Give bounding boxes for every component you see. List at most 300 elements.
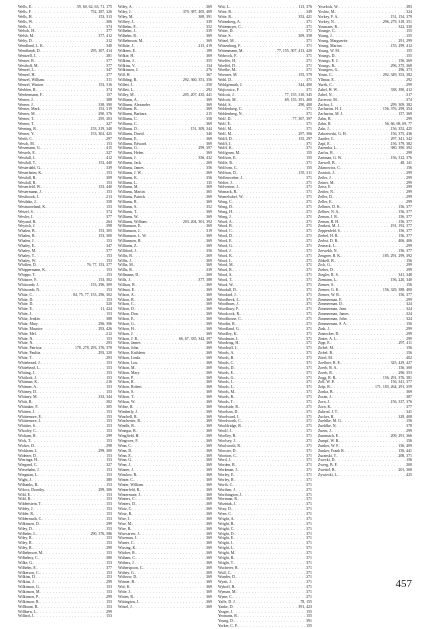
entry-name: Werner, Y. xyxy=(18,131,35,136)
entry-pages: 353, 421 xyxy=(298,14,312,19)
entry-name: Zeman, R. H. xyxy=(318,219,340,224)
entry-pages: 309, 358 xyxy=(298,34,312,39)
entry-pages: 369 xyxy=(206,565,212,570)
entry-pages: 209, 291, 366 xyxy=(390,434,412,438)
entry-name: Weyrich, J. xyxy=(18,224,36,229)
entry-pages: 371 xyxy=(306,78,312,83)
entry-name: Woods, A. xyxy=(218,351,235,356)
entry-pages: 299 xyxy=(406,243,412,248)
entry-name: Werner, Mark xyxy=(18,107,40,112)
entry-pages: 276 xyxy=(206,68,212,73)
entry-name: Wilkinson, M. xyxy=(18,590,41,594)
entry-name: Yount, C. xyxy=(318,73,333,78)
entry-pages: 371 xyxy=(306,126,312,131)
entry-pages: 113, 376 xyxy=(298,5,312,9)
entry-pages: 216 xyxy=(106,380,112,385)
entry-name: Witzel, J. xyxy=(118,604,133,609)
entry-pages: 320 xyxy=(106,302,112,307)
entry-pages: 371 xyxy=(306,404,312,409)
entry-pages: 296, 353 xyxy=(398,370,412,375)
entry-pages: 153 xyxy=(106,204,112,209)
entry-name: Whitney, D. xyxy=(18,390,37,395)
index-entry xyxy=(218,624,312,629)
entry-pages: 369 xyxy=(206,170,212,175)
entry-name: Zerwekh, N. xyxy=(318,248,338,253)
entry-name: Winter, C. xyxy=(118,477,135,482)
entry-name: Wenzel, William xyxy=(18,78,45,83)
entry-pages: 153 xyxy=(106,360,112,365)
entry-pages: 324 xyxy=(406,302,412,307)
entry-pages: 369 xyxy=(206,307,212,312)
entry-pages: 347 xyxy=(106,68,112,73)
entry-name: Wright, M. xyxy=(218,551,236,555)
entry-pages: 378 xyxy=(406,424,412,429)
entry-name: Wick, T. xyxy=(18,438,32,443)
entry-name: Wilson, S. xyxy=(118,390,135,395)
entry-pages: 324 xyxy=(406,312,412,317)
entry-pages: 371 xyxy=(306,477,312,482)
entry-name: Young, W. M. xyxy=(318,48,340,53)
entry-pages: 338, 390, 412 xyxy=(390,87,412,92)
entry-name: Zaremba, L. xyxy=(318,146,338,151)
entry-name: Witte, R. xyxy=(218,9,232,14)
entry-pages: 355 xyxy=(206,58,212,63)
entry-pages: 299 xyxy=(106,609,112,614)
entry-name: Williams, Helen xyxy=(118,151,144,156)
entry-pages: 371 xyxy=(306,570,312,575)
entry-pages: 208, 371 xyxy=(398,453,412,458)
entry-name: Wilhelmy, C. xyxy=(18,555,39,560)
entry-pages: 215 xyxy=(206,112,212,117)
entry-name: Worthen, J. xyxy=(218,487,236,492)
entry-pages: 369 xyxy=(206,555,212,560)
index-columns xyxy=(18,5,412,629)
entry-name: Williams, D. xyxy=(118,126,138,131)
entry-pages: 135 xyxy=(206,180,212,185)
entry-pages: 156, 377 xyxy=(398,209,412,214)
entry-pages: 371 xyxy=(306,224,312,229)
entry-name: Wilkins, V. xyxy=(118,63,136,68)
entry-name: Wise, M. xyxy=(118,521,133,526)
entry-pages: 299 xyxy=(106,594,112,599)
entry-name: Woelfel, D. xyxy=(218,63,236,68)
entry-pages: 153 xyxy=(106,526,112,531)
entry-name: Werblen, R. xyxy=(18,87,37,92)
entry-pages: 371 xyxy=(306,516,312,521)
entry-pages: 153 xyxy=(106,560,112,565)
entry-name: Wood, T. xyxy=(218,278,233,282)
entry-pages: 134 xyxy=(206,63,212,68)
entry-name: Yorkey, F. A. xyxy=(318,14,339,19)
entry-name: Worden, R. xyxy=(218,463,236,468)
entry-name: Woods, B. xyxy=(218,356,235,360)
entry-name: Whittemore, E. xyxy=(18,414,42,419)
entry-name: Zwettel, R. xyxy=(318,468,336,473)
entry-pages: 327 xyxy=(106,463,112,468)
entry-name: Whalen, R. xyxy=(18,234,36,239)
entry-pages: 153, 296, 309 xyxy=(90,282,112,287)
entry-pages: 299 xyxy=(406,268,412,273)
entry-pages: 369 xyxy=(206,365,212,370)
entry-pages: 371 xyxy=(306,594,312,599)
entry-pages: 356 xyxy=(206,165,212,170)
entry-pages: 371 xyxy=(306,326,312,331)
entry-pages: 377 xyxy=(106,63,112,68)
entry-name: Witmer, B. xyxy=(118,580,136,585)
entry-name: Wilhelmson, M. xyxy=(18,551,44,555)
entry-pages: 156 xyxy=(406,321,412,326)
entry-pages: 371 xyxy=(306,443,312,448)
entry-name: Wolf, D. xyxy=(218,117,232,122)
entry-name: Wenzel, Winton xyxy=(18,83,43,87)
entry-name: Wicker, D. xyxy=(18,443,35,448)
entry-pages: 371 xyxy=(306,468,312,473)
entry-pages: 369 xyxy=(206,590,212,594)
entry-pages: 371 xyxy=(306,429,312,434)
entry-pages: 340 xyxy=(206,131,212,136)
entry-pages: 377 xyxy=(106,248,112,253)
entry-pages: 369 xyxy=(206,502,212,507)
entry-name: Zinnecker, D. xyxy=(318,331,340,336)
entry-name: Wise, J. xyxy=(118,516,131,521)
entry-pages: 293 xyxy=(106,356,112,360)
entry-pages: 305 xyxy=(106,404,112,409)
entry-pages: 347 xyxy=(106,243,112,248)
entry-name: Whitt, R. xyxy=(18,399,33,404)
entry-pages: 412 xyxy=(106,156,112,161)
entry-pages: 369 xyxy=(206,404,212,409)
entry-name: Wilson, E. xyxy=(118,317,135,321)
index-entry xyxy=(318,473,412,478)
entry-name: Williams, J. xyxy=(118,156,137,161)
entry-name: Wessels, E. xyxy=(18,151,36,156)
entry-pages: 324 xyxy=(406,317,412,321)
entry-name: Witte, S. xyxy=(218,34,232,39)
entry-pages: 290, 376, 386 xyxy=(90,531,112,536)
entry-name: Williams, B. xyxy=(118,107,138,112)
entry-pages: 155 xyxy=(406,34,412,39)
entry-pages: 371 xyxy=(306,580,312,585)
entry-name: Wiegman, L. xyxy=(18,473,39,477)
entry-name: Wood, L. xyxy=(218,258,233,263)
entry-name: Yurek, C. xyxy=(318,83,333,87)
entry-name: Werner, T. xyxy=(18,122,35,126)
entry-pages: 156, 377 xyxy=(398,248,412,253)
entry-pages: 201, 368 xyxy=(398,468,412,473)
entry-name: Zwerg, B. F. xyxy=(318,463,338,468)
entry-name: Zacharias, H. J. xyxy=(318,107,343,112)
entry-name: Winn, C. xyxy=(118,443,133,448)
entry-name: Wild, R. xyxy=(18,497,32,502)
entry-pages: 371 xyxy=(306,161,312,165)
entry-name: Zucker, R. xyxy=(318,414,335,419)
entry-pages: 369 xyxy=(206,580,212,585)
entry-pages: 377 xyxy=(106,29,112,34)
entry-name: Wilkinson, D. xyxy=(18,521,40,526)
entry-pages: 153 xyxy=(106,141,112,146)
entry-pages: 156, 379, 382 xyxy=(390,141,412,146)
entry-pages: 369 xyxy=(206,458,212,463)
entry-pages: 371 xyxy=(306,209,312,214)
entry-name: Worley, R. xyxy=(218,477,235,482)
entry-name: Woodland, G. xyxy=(218,326,240,331)
entry-pages: 371 xyxy=(306,502,312,507)
entry-pages: 299 xyxy=(406,429,412,434)
entry-name: Witt, K. xyxy=(118,585,131,590)
entry-name: Yllmaz, E. xyxy=(318,78,335,83)
entry-pages: 178, 278, 293, 376, 378 xyxy=(75,346,112,351)
entry-pages: 371 xyxy=(306,424,312,429)
entry-name: Woods, G. xyxy=(218,375,235,380)
entry-name: Werth, C. xyxy=(18,136,33,141)
leader-dots xyxy=(338,473,406,478)
entry-name: Whitman, K. xyxy=(18,380,39,385)
entry-name: Wilmot, E. xyxy=(118,287,136,292)
entry-pages: 156, 352, 425 xyxy=(390,126,412,131)
entry-pages: 338, 390 xyxy=(98,102,112,107)
entry-name: Wiltse, R. xyxy=(118,404,134,409)
entry-pages: 369 xyxy=(206,239,212,243)
entry-pages: 380 xyxy=(106,477,112,482)
entry-pages: 156 xyxy=(406,438,412,443)
entry-name: Zipp, E. xyxy=(318,341,331,346)
entry-name: Wilson, C. xyxy=(118,302,135,307)
entry-name: Willey, M. xyxy=(118,92,135,97)
entry-name: Youmans, R. xyxy=(318,24,339,29)
entry-pages: 377 xyxy=(106,214,112,219)
entry-name: Wilson, M. xyxy=(118,365,136,370)
entry-name: Womack, R. xyxy=(218,190,238,195)
entry-pages: 369 xyxy=(206,463,212,468)
entry-name: Will, H. xyxy=(118,73,131,78)
entry-name: Yorker, C. F. xyxy=(218,624,238,629)
entry-name: Williams, Jack xyxy=(118,161,141,165)
entry-name: Wells, H. xyxy=(18,14,33,19)
entry-pages: 371 xyxy=(306,263,312,268)
entry-pages: 371 xyxy=(306,112,312,117)
entry-name: Zimmerman, James xyxy=(318,312,349,317)
entry-name: Zimmerman, D. xyxy=(318,302,343,307)
entry-pages: 297, 341, 342 xyxy=(390,136,412,141)
entry-name: Wood, W. xyxy=(218,282,234,287)
entry-name: Wilson, R. xyxy=(118,380,135,385)
entry-pages: 153 xyxy=(106,239,112,243)
entry-pages: 299, 309, 382 xyxy=(390,102,412,107)
entry-pages: 153 xyxy=(106,551,112,555)
entry-name: Wilson, J. xyxy=(118,331,134,336)
entry-pages: 369 xyxy=(206,39,212,44)
entry-name: Zink, J. xyxy=(318,326,330,331)
entry-pages: 352 xyxy=(206,204,212,209)
entry-name: Younge, C. xyxy=(318,29,336,34)
entry-pages: 369 xyxy=(206,326,212,331)
entry-pages: 156, 409 xyxy=(398,443,412,448)
entry-pages: 371 xyxy=(306,555,312,560)
entry-pages: 369 xyxy=(206,282,212,287)
entry-pages: 291, 299 xyxy=(398,39,412,44)
entry-pages: 371 xyxy=(306,248,312,253)
entry-pages: 406, 406 xyxy=(398,239,412,243)
entry-pages: 269 xyxy=(206,161,212,165)
entry-pages: 155 xyxy=(306,614,312,619)
entry-pages: 155 xyxy=(406,29,412,34)
entry-pages: 77, 155, 307, 413, 420 xyxy=(276,48,312,53)
entry-pages: 153, 302 xyxy=(98,278,112,282)
entry-name: Wittenmann, M. xyxy=(218,48,244,53)
entry-pages: 369 xyxy=(206,346,212,351)
entry-name: Whorley, C. xyxy=(18,429,37,434)
entry-name: Whippo, T. xyxy=(18,273,36,278)
entry-pages: 369 xyxy=(206,507,212,512)
entry-name: Wood, D. xyxy=(218,234,233,239)
entry-name: Zenkert, M. J. xyxy=(318,224,340,229)
entry-pages: 371 xyxy=(306,229,312,234)
entry-pages: 369 xyxy=(206,102,212,107)
entry-name: Yorkey, N. xyxy=(318,19,335,24)
entry-pages: 203, 204, 301, 392 xyxy=(182,219,212,224)
entry-name: Withrow, D. xyxy=(118,575,138,580)
entry-name: Woolley, B. xyxy=(218,434,237,438)
entry-name: Young, Marion xyxy=(318,44,342,48)
entry-pages: 369 xyxy=(206,263,212,268)
entry-name: Zarfos, R. xyxy=(318,151,334,156)
entry-pages: 299, 306 xyxy=(98,487,112,492)
entry-name: Williams, G. xyxy=(118,146,138,151)
entry-pages: 369 xyxy=(206,214,212,219)
entry-name: Woodward, J. xyxy=(218,414,240,419)
entry-pages: 48, 141 xyxy=(400,161,412,165)
entry-name: Zander, C. xyxy=(318,136,335,141)
entry-name: Zeiss, E. xyxy=(318,185,332,190)
entry-pages: 381 xyxy=(106,53,112,58)
entry-name: Wright, B. xyxy=(218,521,235,526)
entry-name: White, Mary xyxy=(18,321,38,326)
entry-name: Woods, L. xyxy=(218,385,235,390)
entry-pages: 367 xyxy=(206,73,212,78)
entry-pages: 325, 429, 427 xyxy=(390,360,412,365)
entry-name: Wiseman, J. xyxy=(118,536,137,541)
entry-pages: 369 xyxy=(206,594,212,599)
entry-pages: 371 xyxy=(306,287,312,292)
entry-pages: 398 xyxy=(106,224,112,229)
entry-pages: 339 xyxy=(206,29,212,34)
entry-name: Wilfrey, J. xyxy=(118,19,135,24)
entry-pages: 371 xyxy=(306,29,312,34)
entry-name: Woodring, H. xyxy=(218,341,240,346)
entry-pages: 369 xyxy=(206,497,212,502)
entry-name: Wildey, J. xyxy=(18,507,34,512)
entry-name: Witzenburg, F. xyxy=(218,44,241,48)
entry-pages: 299 xyxy=(106,546,112,551)
entry-pages: 371 xyxy=(306,141,312,146)
entry-pages: 369 xyxy=(206,185,212,190)
entry-pages: 371 xyxy=(306,492,312,497)
entry-name: Zahn, R. xyxy=(318,122,332,126)
entry-name: Wilkinson, P. xyxy=(18,594,39,599)
entry-name: Woodhouse, C. xyxy=(218,317,242,321)
entry-pages: 56, 66, 68, 69, 77 xyxy=(384,122,412,126)
entry-name: Woodburn, J. xyxy=(218,302,239,307)
entry-pages: 369 xyxy=(206,531,212,536)
entry-pages: 369 xyxy=(206,243,212,248)
entry-name: Whippermann, K. xyxy=(18,268,46,273)
entry-pages: 369 xyxy=(206,356,212,360)
entry-pages: 377 xyxy=(106,73,112,78)
entry-name: Whitmer, A. xyxy=(18,385,38,390)
entry-pages: 371 xyxy=(306,463,312,468)
entry-name: Wohl, D. xyxy=(218,78,233,83)
entry-pages: 299 xyxy=(406,190,412,195)
entry-name: Williams, R. xyxy=(118,200,138,204)
entry-name: Wortman, R. xyxy=(218,497,238,502)
entry-name: Wittington, J. xyxy=(118,599,140,604)
entry-name: Winters, D. xyxy=(118,502,136,507)
index-column-3 xyxy=(218,5,312,629)
entry-pages: 324 xyxy=(406,9,412,14)
entry-pages: 369 xyxy=(206,492,212,497)
entry-pages: 369 xyxy=(206,292,212,297)
entry-name: Wootton, C. xyxy=(218,453,237,458)
entry-pages: 293, 320 xyxy=(98,351,112,356)
entry-pages: 153 xyxy=(106,473,112,477)
entry-pages: 371 xyxy=(306,360,312,365)
entry-name: Ziemann, L. xyxy=(318,278,338,282)
entry-name: Zoll, W. P. xyxy=(318,380,335,385)
entry-pages: 374 xyxy=(106,87,112,92)
entry-name: Westermann, J. xyxy=(18,190,42,195)
entry-pages: 391, 423 xyxy=(298,604,312,609)
entry-pages: 153 xyxy=(106,297,112,302)
entry-pages: 369 xyxy=(206,521,212,526)
entry-pages: 374 xyxy=(106,24,112,29)
entry-pages: 371 xyxy=(306,282,312,287)
entry-pages: 371 xyxy=(306,19,312,24)
entry-pages: 153 xyxy=(106,516,112,521)
entry-pages: 369 xyxy=(206,560,212,565)
entry-name: Wildenstein, T. xyxy=(18,502,42,507)
entry-pages: 371 xyxy=(306,414,312,419)
entry-pages: 153 xyxy=(106,604,112,609)
entry-name: Wright, R. xyxy=(218,555,235,560)
entry-name: Zeller, D. xyxy=(318,195,333,200)
entry-name: Wilkinson, R. xyxy=(18,599,40,604)
entry-name: Zoerb, R. xyxy=(318,370,333,375)
entry-pages: 371 xyxy=(306,458,312,463)
entry-pages: 371 xyxy=(306,575,312,580)
entry-name: Whitebread, J. xyxy=(18,360,41,365)
entry-name: Zabel, N. xyxy=(318,92,333,97)
entry-pages: 371 xyxy=(306,68,312,73)
entry-pages: 369 xyxy=(206,399,212,404)
entry-pages: 369 xyxy=(206,604,212,609)
entry-pages: 299 xyxy=(406,195,412,200)
entry-name: Williams, C. xyxy=(118,117,138,122)
entry-pages: 371 xyxy=(306,302,312,307)
entry-pages: 369 xyxy=(206,253,212,258)
entry-pages: 327 xyxy=(106,122,112,126)
entry-name: Wiegand, C. xyxy=(18,463,38,468)
entry-pages: 156, 329, 388, 400 xyxy=(382,287,412,292)
entry-name: Wilkens, E. xyxy=(118,48,137,53)
entry-name: Wold, S. xyxy=(218,102,232,107)
entry-name: Witham, C. xyxy=(118,555,136,560)
entry-name: Williams, C. xyxy=(118,122,138,126)
entry-name: Weyand, R. xyxy=(18,219,37,224)
entry-pages: 155 xyxy=(306,165,312,170)
entry-name: Zeman, J. R. xyxy=(318,214,338,219)
entry-name: Willis, J. xyxy=(118,258,132,263)
entry-pages: 391 xyxy=(306,619,312,624)
